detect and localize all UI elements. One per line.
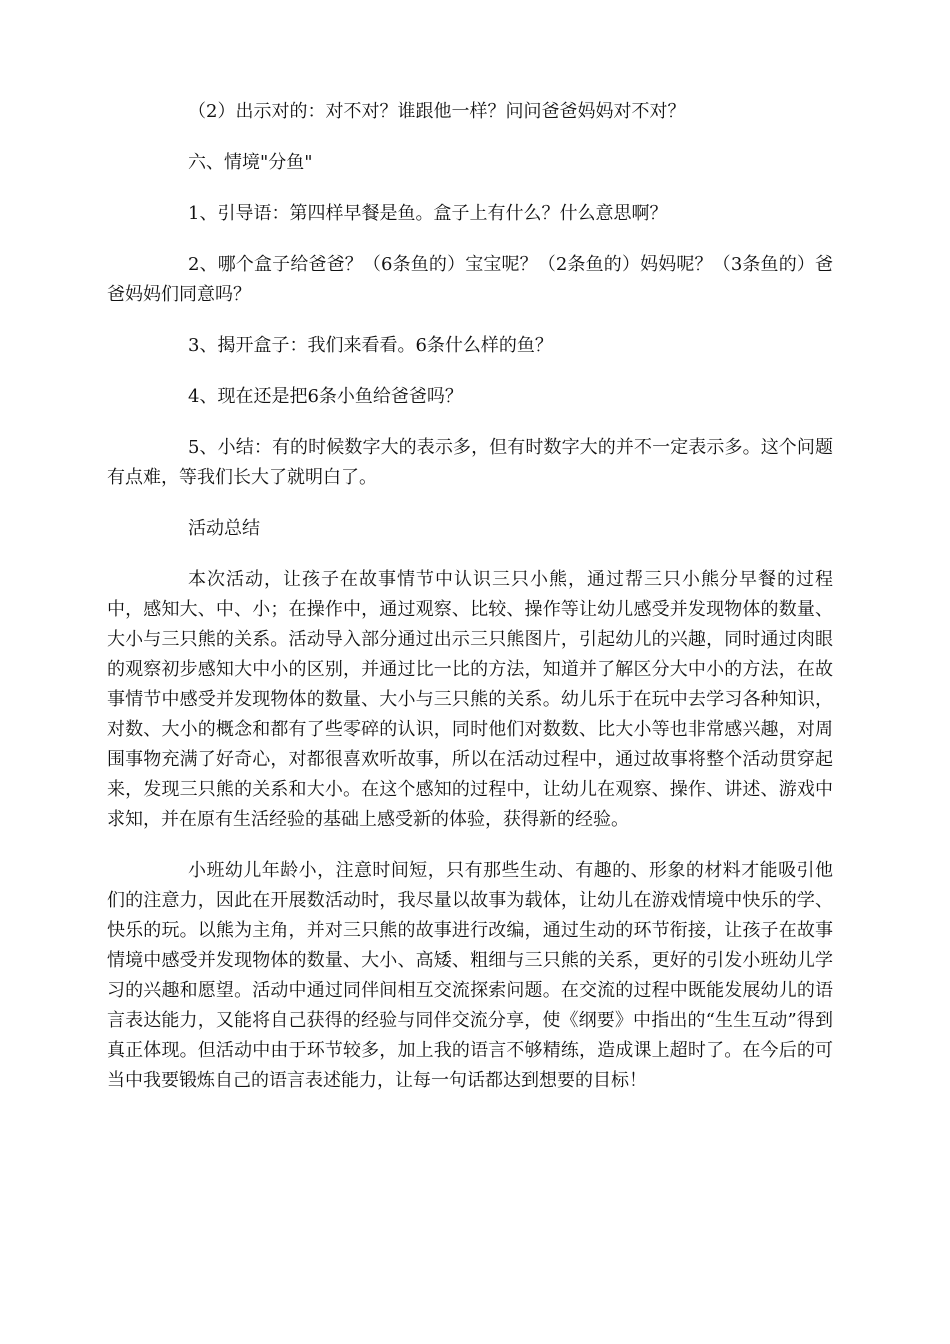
summary-paragraph-2: 小班幼儿年龄小，注意时间短，只有那些生动、有趣的、形象的材料才能吸引他们的注意力，因此在开展数活动时，我尽量以故事为载体，让幼儿在游戏情境中快乐的学、快乐的玩。以熊为主角，并对三只熊的故事进行改编，通过生动的环节衔接，让孩子在故事情境中感受并发现物体的数量、大小、高矮、粗细与三只熊的关系，更好的引发小班幼儿学习的兴趣和愿望。活动中通过同伴间相互交流探索问题。在交流的过程中既能发展幼儿的语言表达能力，又能将自己获得的经验与同伴交流分享，使《纲要》中指出的“生生互动”得到真正体现。但活动中由于环节较多，加上我的语言不够精练，造成课上超时了。在今后的可当中我要锻炼自己的语言表述能力，让每一句话都达到想要的目标！ [107,860,833,1091]
summary-paragraph-1: 本次活动，让孩子在故事情节中认识三只小熊，通过帮三只小熊分早餐的过程中，感知大、中、小；在操作中，通过观察、比较、操作等让幼儿感受并发现物体的数量、大小与三只熊的关系。活动导入部分通过出示三只熊图片，引起幼儿的兴趣，同时通过肉眼的观察初步感知大中小的区别，并通过比一比的方法，知道并了解区分大中小的方法，在故事情节中感受并发现物体的数量、大小与三只熊的关系。幼儿乐于在玩中去学习各种知识，对数、大小的概念和都有了些零碎的认识，同时他们对数数、比大小等也非常感兴趣，对周围事物充满了好奇心，对都很喜欢听故事，所以在活动过程中，通过故事将整个活动贯穿起来，发现三只熊的关系和大小。在这个感知的过程中，让幼儿在观察、操作、讲述、游戏中求知，并在原有生活经验的基础上感受新的体验，获得新的经验。 [107,569,833,830]
step-2-paragraph: （2）出示对的：对不对？谁跟他一样？问问爸爸妈妈对不对？ [188,101,686,122]
fish-step-3-paragraph: 3、揭开盒子：我们来看看。6条什么样的鱼？ [188,335,553,356]
fish-step-1-paragraph: 1、引导语：第四样早餐是鱼。盒子上有什么？什么意思啊？ [188,203,668,224]
summary-heading: 活动总结 [188,518,260,539]
fish-step-4-paragraph: 4、现在还是把6条小鱼给爸爸吗？ [188,386,463,407]
document-body [107,97,833,1117]
section-six-heading: 六、情境"分鱼" [188,152,313,173]
fish-step-2-paragraph: 2、哪个盒子给爸爸？（6条鱼的）宝宝呢？（2条鱼的）妈妈呢？（3条鱼的）爸爸妈妈们同意吗？ [107,254,833,305]
fish-step-5-paragraph: 5、小结：有的时候数字大的表示多，但有时数字大的并不一定表示多。这个问题有点难，等我们长大了就明白了。 [107,437,833,488]
